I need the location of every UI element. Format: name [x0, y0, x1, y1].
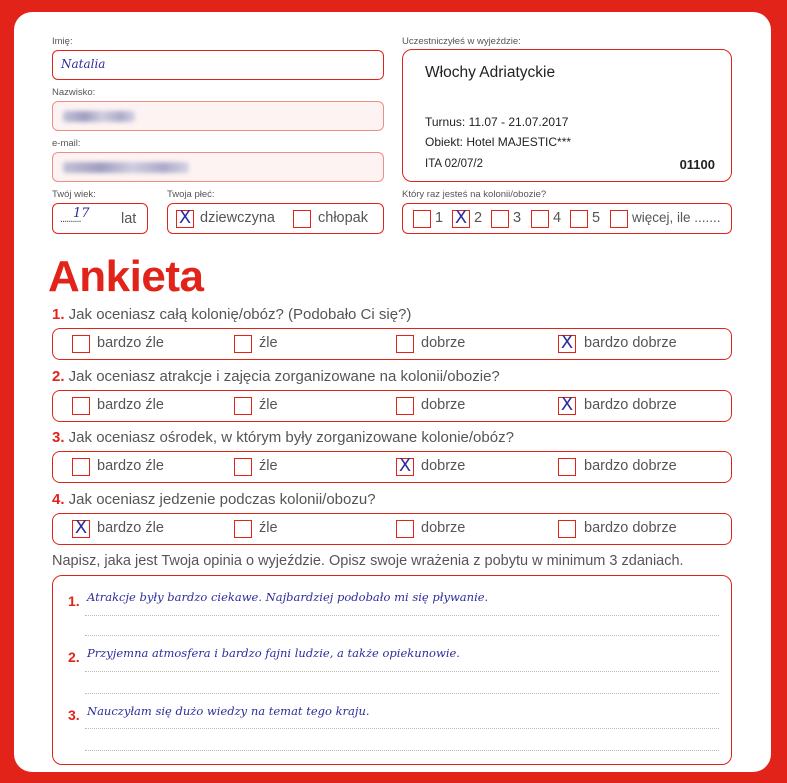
rating-checkbox[interactable]	[396, 520, 414, 538]
times-option-3: 3	[513, 210, 522, 226]
opinion-line-text: Przyjemna atmosfera i bardzo fajni ludzie, a także opiekunowie.	[87, 646, 460, 660]
rating-checkbox[interactable]	[72, 335, 90, 353]
times-option-1: 1	[435, 210, 444, 226]
rating-option: bardzo dobrze	[584, 335, 677, 351]
surname-label: Nazwisko:	[52, 87, 96, 98]
rating-checkbox[interactable]	[72, 397, 90, 415]
age-label: Twój wiek:	[52, 189, 96, 200]
rating-checkbox[interactable]	[72, 458, 90, 476]
dotted-line	[85, 671, 719, 672]
email-label: e-mail:	[52, 138, 81, 149]
rating-option: źle	[259, 335, 278, 351]
rating-row-3	[52, 451, 732, 483]
times-option-more: więcej, ile .......	[632, 210, 721, 225]
rating-checkbox[interactable]	[558, 458, 576, 476]
dotted-line	[85, 728, 719, 729]
name-label: Imię:	[52, 36, 73, 47]
question-number: 3.	[52, 429, 65, 446]
email-redacted	[63, 162, 189, 173]
trip-number: 01100	[679, 157, 715, 172]
rating-option: źle	[259, 520, 278, 536]
rating-checkbox[interactable]	[234, 335, 252, 353]
surname-field[interactable]	[52, 101, 384, 131]
email-field[interactable]	[52, 152, 384, 182]
times-checkbox-3[interactable]	[491, 210, 509, 228]
rating-checkbox[interactable]	[558, 394, 576, 415]
check-mark: X	[560, 332, 574, 353]
gender-option-boy: chłopak	[318, 210, 368, 226]
rating-row-4	[52, 513, 732, 545]
question-1	[52, 306, 411, 323]
gender-option-girl: dziewczyna	[200, 210, 275, 226]
gender-checkbox-girl[interactable]	[176, 207, 194, 228]
rating-option: bardzo dobrze	[584, 397, 677, 413]
check-mark: X	[74, 517, 88, 538]
times-option-4: 4	[553, 210, 562, 226]
rating-option: bardzo źle	[97, 520, 164, 536]
gender-field	[167, 203, 384, 234]
times-checkbox-5[interactable]	[570, 210, 588, 228]
question-text: Jak oceniasz atrakcje i zajęcia zorganizowane na kolonii/obozie?	[64, 368, 500, 385]
survey-sheet	[14, 12, 771, 772]
trip-label: Uczestniczyłeś w wyjeździe:	[402, 36, 521, 47]
question-2	[52, 368, 500, 385]
rating-option: źle	[259, 397, 278, 413]
surname-redacted	[63, 111, 135, 122]
rating-option: źle	[259, 458, 278, 474]
rating-checkbox[interactable]	[234, 397, 252, 415]
check-mark: X	[178, 207, 192, 228]
times-label: Który raz jesteś na kolonii/obozie?	[402, 189, 547, 200]
rating-checkbox[interactable]	[396, 397, 414, 415]
trip-code: ITA 02/07/2	[425, 158, 483, 170]
rating-option: bardzo źle	[97, 397, 164, 413]
name-value: Natalia	[61, 57, 106, 71]
rating-checkbox[interactable]	[558, 332, 576, 353]
rating-option: bardzo dobrze	[584, 520, 677, 536]
opinion-line-number: 1.	[68, 593, 80, 609]
question-4	[52, 491, 376, 508]
opinion-prompt: Napisz, jaka jest Twoja opinia o wyjeździe. Opisz swoje wrażenia z pobytu w minimum 3 zdaniach.	[52, 553, 684, 569]
question-number: 4.	[52, 491, 65, 508]
check-mark: X	[454, 207, 468, 228]
gender-checkbox-boy[interactable]	[293, 210, 311, 228]
dotted-line	[85, 750, 719, 751]
opinion-line-number: 3.	[68, 707, 80, 723]
opinion-line-text: Atrakcje były bardzo ciekawe. Najbardziej podobało mi się pływanie.	[87, 590, 489, 604]
times-option-2: 2	[474, 210, 483, 226]
age-dots: ..........	[60, 213, 81, 225]
age-value: 17	[73, 206, 90, 221]
survey-title: Ankieta	[48, 252, 204, 301]
rating-option: bardzo dobrze	[584, 458, 677, 474]
age-field[interactable]	[52, 203, 148, 234]
rating-checkbox[interactable]	[396, 455, 414, 476]
question-number: 1.	[52, 306, 65, 323]
times-checkbox-more[interactable]	[610, 210, 628, 228]
question-text: Jak oceniasz ośrodek, w którym były zorganizowane kolonie/obóz?	[64, 429, 514, 446]
opinion-line-number: 2.	[68, 649, 80, 665]
rating-option: dobrze	[421, 520, 466, 536]
dotted-line	[85, 615, 719, 616]
opinion-box[interactable]	[52, 575, 732, 765]
rating-option: dobrze	[421, 335, 466, 351]
times-checkbox-2[interactable]	[452, 207, 470, 228]
rating-option: bardzo źle	[97, 458, 164, 474]
rating-checkbox[interactable]	[396, 335, 414, 353]
times-field	[402, 203, 732, 234]
times-option-5: 5	[592, 210, 601, 226]
question-3	[52, 429, 514, 446]
dotted-line	[85, 635, 719, 636]
rating-checkbox[interactable]	[72, 517, 90, 538]
age-unit: lat	[121, 211, 137, 227]
name-field[interactable]	[52, 50, 384, 80]
times-checkbox-4[interactable]	[531, 210, 549, 228]
trip-turnus: Turnus: 11.07 - 21.07.2017	[425, 115, 569, 129]
question-text: Jak oceniasz jedzenie podczas kolonii/obozu?	[64, 491, 376, 508]
rating-row-1	[52, 328, 732, 360]
trip-title: Włochy Adriatyckie	[425, 64, 556, 81]
question-number: 2.	[52, 368, 65, 385]
rating-checkbox[interactable]	[558, 520, 576, 538]
rating-option: dobrze	[421, 458, 466, 474]
dotted-line	[85, 693, 719, 694]
rating-row-2	[52, 390, 732, 422]
check-mark: X	[398, 455, 412, 476]
trip-obiekt: Obiekt: Hotel MAJESTIC***	[425, 135, 572, 149]
times-checkbox-1[interactable]	[413, 210, 431, 228]
trip-info-box	[402, 49, 732, 182]
rating-option: dobrze	[421, 397, 466, 413]
opinion-line-text: Nauczyłam się dużo wiedzy na temat tego kraju.	[87, 704, 370, 718]
question-text: Jak oceniasz całą kolonię/obóz? (Podobało Ci się?)	[64, 306, 412, 323]
gender-label: Twoja płeć:	[167, 189, 215, 200]
check-mark: X	[560, 394, 574, 415]
rating-option: bardzo źle	[97, 335, 164, 351]
rating-checkbox[interactable]	[234, 520, 252, 538]
rating-checkbox[interactable]	[234, 458, 252, 476]
